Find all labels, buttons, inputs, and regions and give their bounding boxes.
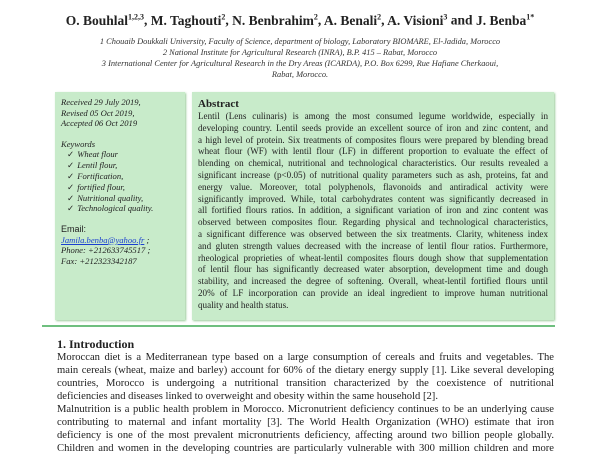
author: A. Visioni$^3$ xyxy=(387,12,448,28)
text-line: a significant difference was observed between the six treatments. Clarity, whiteness index xyxy=(198,228,548,239)
text-line: wheat flour (WF) with lentil flour (LF) in different proportion to evaluate the effect of xyxy=(198,146,548,157)
text-line: deficiency is one of the most prevalent micronutrients deficiency, affecting around two billion people globally. xyxy=(57,430,554,441)
article-info-box xyxy=(55,92,185,320)
affiliation: Rabat, Morocco. xyxy=(271,70,329,79)
check-icon: ✓ xyxy=(67,149,75,160)
text-line: all fortified flours ratios. In addition, a significant variation of iron and zinc content was xyxy=(198,205,548,216)
keywords-label: Keywords xyxy=(61,138,96,149)
text-line: rheological proprieties of wheat-lentil composites flours dough show that supplementation xyxy=(198,252,548,263)
author: A. Benali$^2$ xyxy=(323,12,382,28)
keyword-list xyxy=(61,149,179,214)
check-icon: ✓ xyxy=(67,203,75,214)
received-date: Received 29 July 2019, xyxy=(61,97,141,107)
text-line: stability, and increased the degree of softening. Overall, wheat-lentil fortified flours until xyxy=(198,276,548,287)
author: N. Benbrahim$^2$ xyxy=(232,12,318,28)
abstract-heading: Abstract xyxy=(198,98,239,110)
author: O. Bouhlal$^{1,2,3}$ xyxy=(65,12,145,28)
text-line: of lentil flour has significantly decreased water absorption, development time and dough xyxy=(198,264,548,275)
text-line: observed between composites flour. Regarding physical and technological characteristics, xyxy=(198,217,548,228)
revised-date: Revised 05 Oct 2019, xyxy=(61,107,135,118)
keyword: ✓ Fortification, xyxy=(67,170,124,181)
text-line: quality and health status. xyxy=(198,299,289,310)
affiliation: 2 National Institute for Agricultural Research (INRA), B.P. 415 – Rabat, Morocco xyxy=(162,48,438,57)
check-icon: ✓ xyxy=(67,170,75,181)
text-line: deficiencies and diseases linked to overweight and obesity within the same household [2]. xyxy=(57,391,438,402)
check-icon: ✓ xyxy=(67,160,75,171)
author: J. Benba$^{1*}$ xyxy=(475,12,535,28)
text-line: developing country. Lentil seeds provide an excellent source of iron and zinc content, and xyxy=(198,122,548,133)
abstract-text xyxy=(198,111,548,312)
introduction-text xyxy=(57,351,554,455)
affiliation: 3 International Center for Agricultural Research in the Dry Areas (ICARDA), P.O. Box 6299, Rue Hafiane Cherkaoui, xyxy=(101,59,499,68)
text-line: energy value. Moreover, total polyphenols, flavonoids and antiradical activity were xyxy=(198,181,548,192)
text-line: significant increase (p<0.05) of nutritional quality parameters such as ash, proteins, fat and xyxy=(198,169,548,180)
and-word: and xyxy=(450,12,473,28)
author-list: O. Bouhlal$^{1,2,3}$, M. Taghouti$^2$, N. Benbrahim$^2$, A. Benali$^2$, A. Visioni$^3$ and J. Benba$^{1*}$ xyxy=(65,12,535,28)
phone: Phone: +212633745517 ; xyxy=(61,245,151,256)
text-line: Malnutrition is a public health problem in Morocco. Micronutrient deficiency continues to be an underlying cause xyxy=(57,404,554,415)
text-line: 20% of LF incorporation can provide an ideal ingredient to improve human nutritional xyxy=(198,287,548,298)
check-icon: ✓ xyxy=(67,181,75,192)
text-line: and gluten strength values decreased with the increase of lentil flour ratios. Furthermore, xyxy=(198,240,548,251)
keyword: ✓ Wheat flour xyxy=(67,149,119,160)
section-divider xyxy=(42,325,555,327)
text-line: blending on chemical, nutritional and technological characteristics. Our results revealed a xyxy=(198,158,548,169)
text-line: significantly improved. While, total carbohydrates content was significantly decreased in xyxy=(198,193,548,204)
fax: Fax: +212323342187 xyxy=(61,255,137,266)
text-line: Lentil (Lens culinaris) is among the most consumed legume worldwide, especially in xyxy=(198,111,548,121)
keyword: ✓ Lentil flour, xyxy=(67,160,118,171)
email-label: Email: xyxy=(61,224,87,235)
separator: ; xyxy=(144,234,150,245)
text-line: Children and women in the developing countries are particularly vulnerable with 300 million children and more xyxy=(57,443,554,454)
abstract-box xyxy=(192,92,554,320)
keyword: ✓ Technological quality. xyxy=(67,203,154,214)
introduction-heading: 1. Introduction xyxy=(57,337,135,351)
keyword: ✓ fortified flour, xyxy=(67,181,125,192)
text-line: a high level of protein. Six treatments of composites flours were prepared by blending bread xyxy=(198,134,548,145)
text-line: countries, Morocco is undergoing a nutritional transition characterized by the coexistence of nutritional xyxy=(57,378,554,389)
check-icon: ✓ xyxy=(67,192,75,203)
email-link[interactable]: Jamila.benba@yahoo.fr xyxy=(61,234,145,245)
text-line: main cereals (wheat, maize and barley) account for 60% of the dietary energy supply [1]. Like several developing xyxy=(57,365,554,376)
accepted-date: Accepted 06 Oct 2019 xyxy=(61,118,138,129)
affiliation: 1 Chouaib Doukkali University, Faculty of Science, department of biology, Laboratory BIOMARE, El-Jadida, Morocco xyxy=(99,37,501,46)
keyword: ✓ Nutritional quality, xyxy=(67,192,144,203)
author: M. Taghouti$^2$ xyxy=(150,12,226,28)
text-line: Moroccan diet is a Mediterranean type based on a large consumption of cereals and fruits and vegetables. The xyxy=(57,352,554,363)
text-line: contributing to maternal and infant mortality [3]. The World Health Organization (WHO) estimate that iron xyxy=(57,417,554,428)
